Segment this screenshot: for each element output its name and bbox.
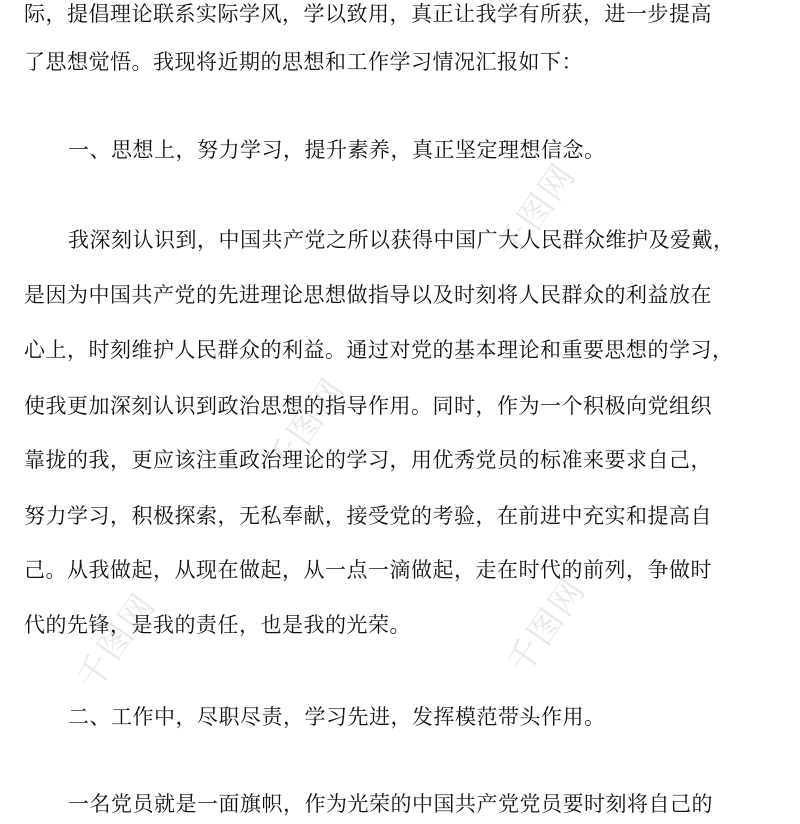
paragraph-line-6: 使我更加深刻认识到政治思想的指导作用。同时，作为一个积极向党组织 bbox=[24, 394, 712, 418]
watermark-2: 千图网 bbox=[259, 370, 355, 483]
paragraph-line-9: 己。从我做起，从现在做起，从一点一滴做起，走在时代的前列，争做时 bbox=[24, 558, 712, 582]
section-heading-1: 一、思想上，努力学习，提升素养，真正坚定理想信念。 bbox=[68, 138, 606, 162]
watermark-3: 千图网 bbox=[499, 570, 595, 683]
paragraph-line-2: 了思想觉悟。我现将近期的思想和工作学习情况汇报如下： bbox=[24, 50, 583, 74]
section-heading-2: 二、工作中，尽职尽责，学习先进，发挥模范带头作用。 bbox=[68, 705, 606, 729]
paragraph-line-7: 靠拢的我，更应该注重政治理论的学习，用优秀党员的标准来要求自己， bbox=[24, 448, 712, 472]
paragraph-line-1: 际，提倡理论联系实际学风，学以致用，真正让我学有所获，进一步提高 bbox=[24, 2, 712, 26]
paragraph-line-10: 代的先锋，是我的责任，也是我的光荣。 bbox=[24, 613, 411, 637]
paragraph-line-8: 努力学习，积极探索，无私奉献，接受党的考验，在前进中充实和提高自 bbox=[24, 504, 712, 528]
paragraph-line-3: 我深刻认识到，中国共产党之所以获得中国广大人民群众维护及爱戴， bbox=[68, 228, 735, 252]
paragraph-line-11: 一名党员就是一面旗帜，作为光荣的中国共产党党员要时刻将自己的 bbox=[68, 792, 713, 816]
watermark-4: 千图网 bbox=[69, 585, 165, 698]
paragraph-line-5: 心上，时刻维护人民群众的利益。通过对党的基本理论和重要思想的学习， bbox=[24, 338, 734, 362]
paragraph-line-4: 是因为中国共产党的先进理论思想做指导以及时刻将人民群众的利益放在 bbox=[24, 283, 712, 307]
watermark-1: 千图网 bbox=[489, 155, 585, 268]
